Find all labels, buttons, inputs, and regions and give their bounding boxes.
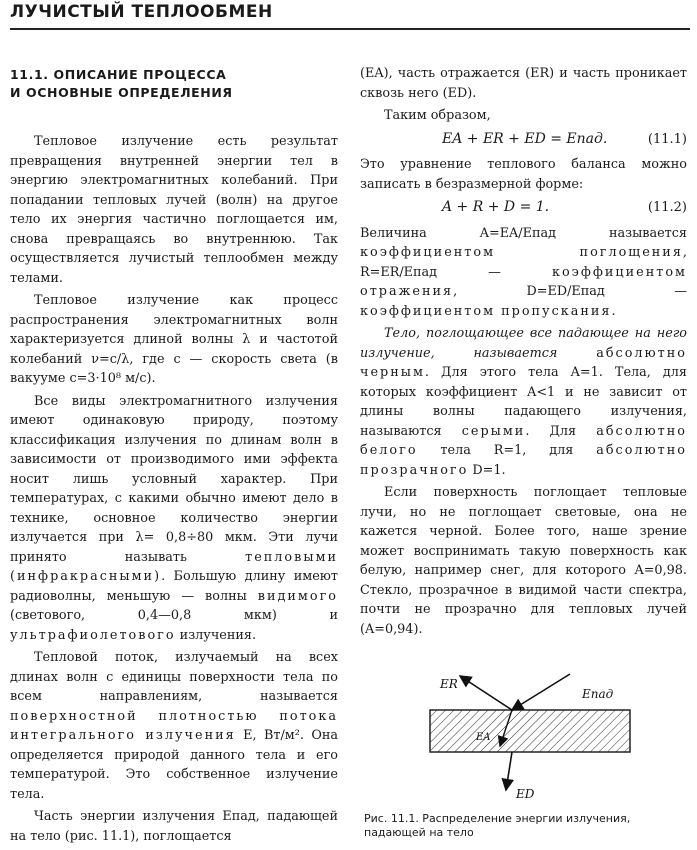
equation-number: (11.1) [647, 131, 687, 147]
running-header: ЛУЧИСТЫЙ ТЕПЛООБМЕН [10, 2, 273, 22]
spaced-term: поверхностной плотностью потока интегрального излучения [10, 708, 338, 743]
text-run: . Для этого тела A=1. Тела, для которых коэффициент A<1 и не зависит от длины волны падающего излучения, называются [360, 365, 687, 439]
paragraph: Это уравнение теплового баланса можно записать в безразмерной форме: [360, 157, 687, 192]
label-ea: EA [476, 732, 491, 743]
spaced-term: абсолютно прозрачного [360, 443, 687, 478]
header-rule [10, 28, 690, 30]
body-slab [430, 710, 630, 752]
text-run: . Большую длину имеют радиоволны, меньшую — волны [10, 569, 338, 604]
paragraph: Тепловое излучение как процесс распространения электромагнитных волн характеризуется длиной волны λ и частотой колебаний ν=c/λ, где c — скорость света (в вакууме c=3·10⁸ м/с). [10, 293, 338, 386]
text-run: Тепловой поток, излучаемый на всех длинах волн с единицы поверхности тела по всем направлениям, называется [10, 650, 338, 704]
paragraph: Если поверхность поглощает тепловые лучи, но не поглощает световые, она не кажется черной. Более того, наше зрение может воспринимать такую поверхность как белую, например снег, для которого A=0,98. Стекло, прозрачное в видимой части спектра, почти не прозрачно для тепловых лучей (A=0,94). [360, 485, 687, 637]
section-title [10, 66, 338, 102]
right-column [360, 64, 687, 642]
paragraph [360, 324, 687, 480]
equation-expression: EA + ER + ED = Eпад. [442, 130, 608, 147]
label-er: ER [440, 677, 458, 691]
text-run: E, Вт/м². Она определяется природой данного тела и его температурой. Это собственное излучение тела. [10, 728, 338, 802]
incident-ray [512, 674, 570, 710]
equation-expression: A + R + D = 1. [442, 199, 550, 215]
section-title-line1: ОПИСАНИЕ ПРОЦЕССА [53, 67, 227, 82]
text-run: D=1. [468, 462, 506, 478]
spaced-term: тепловыми (инфракрасными) [10, 549, 338, 584]
paragraph [10, 392, 338, 646]
section-title-line2: И ОСНОВНЫЕ ОПРЕДЕЛЕНИЯ [10, 85, 233, 100]
equation-number: (11.2) [647, 200, 687, 215]
section-number: 11.1. [10, 67, 49, 82]
label-epad: Eпад [582, 687, 614, 701]
figure-caption: Рис. 11.1. Распределение энергии излучения, падающей на тело [364, 812, 631, 839]
text-run: , R=ER/Eпад — [360, 245, 687, 280]
reflected-ray [460, 676, 512, 710]
radiation-figure [360, 668, 687, 808]
equation-11-1 [360, 130, 687, 150]
paragraph [10, 648, 338, 804]
text-run: , D=ED/Eпад — [453, 284, 687, 299]
spaced-term: абсолютно черным [360, 345, 687, 380]
left-column [10, 66, 338, 849]
spaced-term: коэффициентом поглощения [360, 245, 683, 260]
paragraph: Часть энергии излучения Eпад, падающей на тело (рис. 11.1), поглощается [10, 809, 338, 844]
text-run: тела R=1, для [417, 443, 597, 458]
spaced-term: коэффициентом пропускания [360, 303, 612, 319]
italic-run: Тело, поглощающее все падающее на него излучение, называется [360, 326, 687, 361]
text-run: Величина A=EA/Eпад называется [360, 225, 687, 241]
spaced-term: абсолютно белого [360, 423, 687, 458]
spaced-term: коэффициентом отражения [360, 264, 687, 299]
text-run: . [611, 303, 616, 319]
paragraph: (EA), часть отражается (ER) и часть проникает сквозь него (ED). [360, 66, 687, 101]
equation-11-2 [360, 198, 687, 218]
transmitted-ray [506, 752, 512, 790]
text-run: . Для [525, 423, 597, 439]
text-run: излучения. [175, 627, 257, 643]
text-run: Все виды электромагнитного излучения имеют одинаковую природу, поэтому классификация излучения по длинам волн в зависимости от производимого ими эффекта носит лишь условный характер. При температурах, с какими обычно имеют дело в технике, основное количество энергии излучается при λ= 0,8÷80 мкм. Эти лучи принято называть [10, 393, 338, 565]
spaced-term: ультрафиолетового [10, 627, 176, 643]
paragraph [360, 224, 687, 322]
paragraph: Таким образом, [384, 108, 491, 123]
paragraph: Тепловое излучение есть результат превращения внутренней энергии тел в энергию электромагнитных колебаний. При попадании тепловых лучей (волн) на другое тело их энергия частично поглощается им, снова превращаясь во внутреннюю. Так осуществляется лучистый теплообмен между телами. [10, 134, 338, 286]
spaced-term: видимого [257, 588, 338, 604]
label-ed: ED [516, 787, 535, 801]
spaced-term: серыми [461, 423, 526, 439]
text-run: (светового, 0,4—0,8 мкм) и [10, 608, 338, 623]
